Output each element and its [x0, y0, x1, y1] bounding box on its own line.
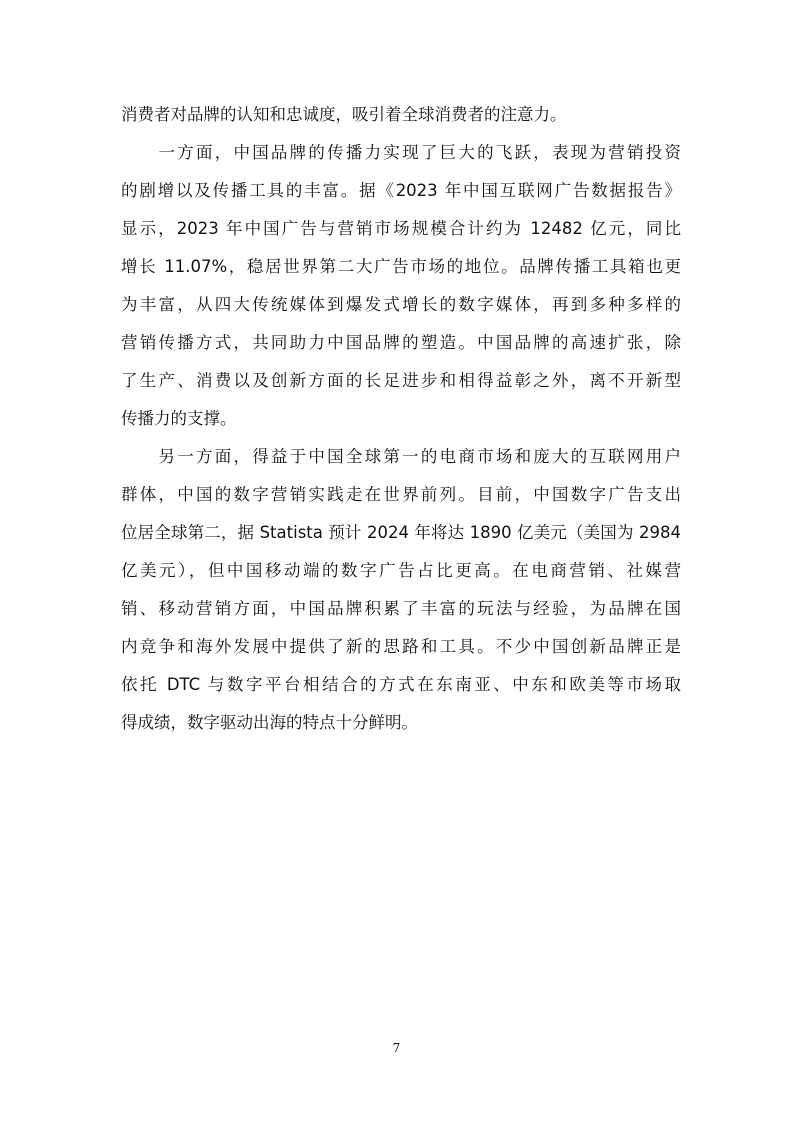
paragraph-3-line-7: 依托 DTC 与数字平台相结合的方式在东南亚、中东和欧美等市场取	[121, 675, 681, 694]
paragraph-2-line-4: 增长 11.07%，稳居世界第二大广告市场的地位。品牌传播工具箱也更	[121, 257, 681, 276]
paragraph-3-line-3: 位居全球第二，据 Statista 预计 2024 年将达 1890 亿美元（美国为 2984	[121, 523, 681, 542]
body-text	[121, 96, 681, 742]
paragraph-3-line-4: 亿美元），但中国移动端的数字广告占比更高。在电商营销、社媒营	[121, 561, 681, 580]
paragraph-2-line-1: 一方面，中国品牌的传播力实现了巨大的飞跃，表现为营销投资	[121, 143, 681, 162]
paragraph-1-line-1: 消费者对品牌的认知和忠诚度，吸引着全球消费者的注意力。	[121, 105, 567, 124]
paragraph-2-line-3: 显示，2023 年中国广告与营销市场规模合计约为 12482 亿元，同比	[121, 219, 681, 238]
paragraph-2-line-6: 营销传播方式，共同助力中国品牌的塑造。中国品牌的高速扩张，除	[121, 333, 681, 352]
paragraph-3-line-8: 得成绩，数字驱动出海的特点十分鲜明。	[121, 713, 418, 732]
paragraph-2-line-5: 为丰富，从四大传统媒体到爆发式增长的数字媒体，再到多种多样的	[121, 295, 681, 314]
paragraph-3-line-1: 另一方面，得益于中国全球第一的电商市场和庞大的互联网用户	[121, 447, 681, 466]
paragraph-2-line-8: 传播力的支撑。	[121, 409, 237, 428]
paragraph-2-line-7: 了生产、消费以及创新方面的长足进步和相得益彰之外，离不开新型	[121, 371, 681, 390]
paragraph-3-line-2: 群体，中国的数字营销实践走在世界前列。目前，中国数字广告支出	[121, 485, 681, 504]
paragraph-3-line-6: 内竞争和海外发展中提供了新的思路和工具。不少中国创新品牌正是	[121, 637, 681, 656]
page-number: 7	[392, 1041, 401, 1055]
paragraph-3-line-5: 销、移动营销方面，中国品牌积累了丰富的玩法与经验，为品牌在国	[121, 599, 681, 618]
paragraph-2-line-2: 的剧增以及传播工具的丰富。据《2023 年中国互联网广告数据报告》	[121, 181, 681, 200]
